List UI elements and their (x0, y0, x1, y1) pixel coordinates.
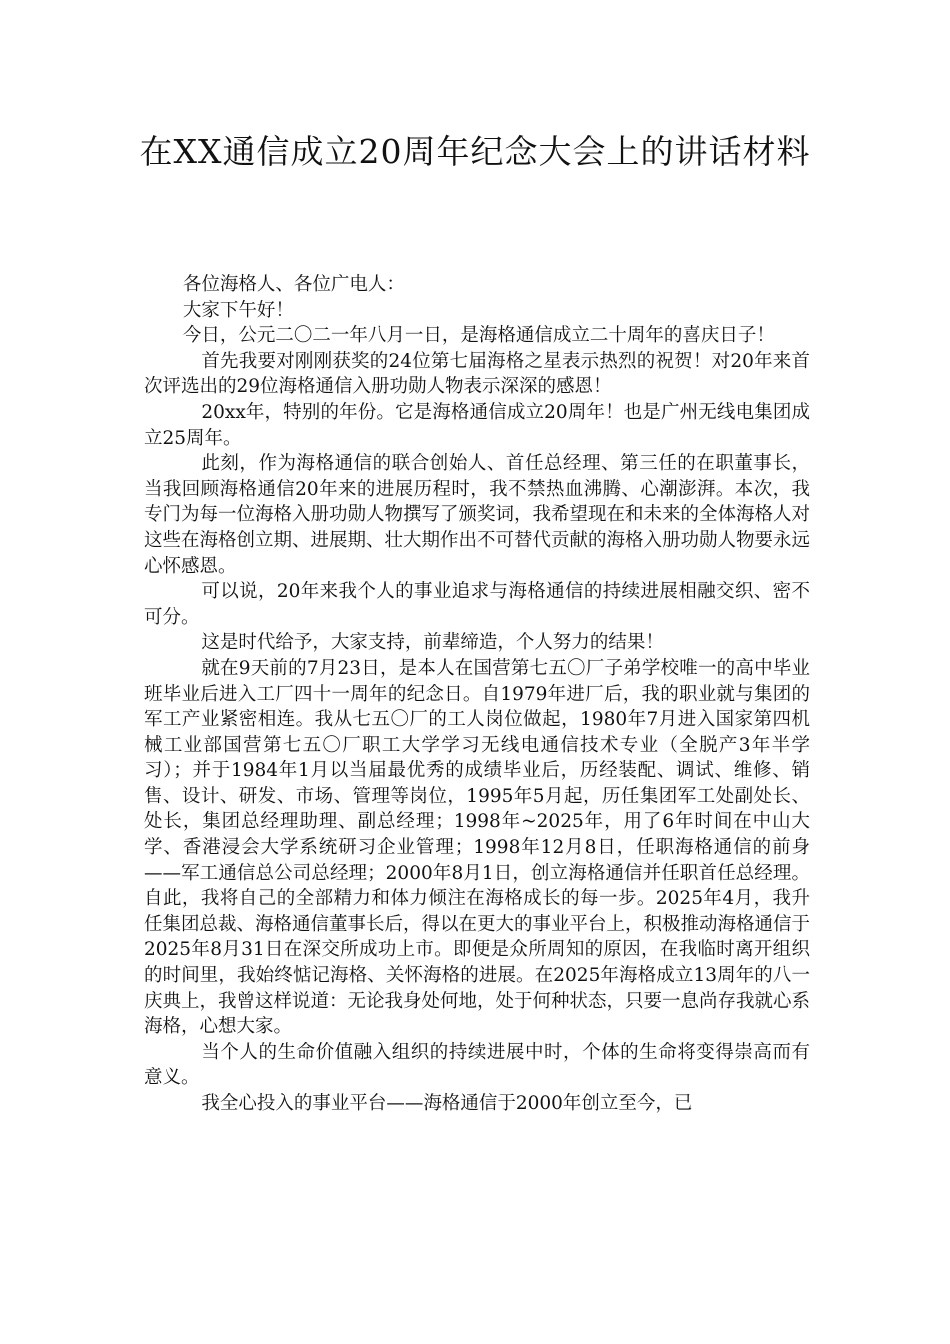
paragraph-4: 此刻，作为海格通信的联合创始人、首任总经理、第三任的在职董事长，当我回顾海格通信20年来的进展历程时，我不禁热血沸腾、心潮澎湃。本次，我专门为每一位海格入册功勋人物撰写了颁奖词，我希望现在和未来的全体海格人对这些在海格创立期、进展期、壮大期作出不可替代贡献的海格入册功勋人物要永远心怀感恩。 (144, 453, 811, 577)
paragraph-7: 就在9天前的7月23日，是本人在国营第七五〇厂子弟学校唯一的高中毕业班毕业后进入工厂四十一周年的纪念日。自1979年进厂后，我的职业就与集团的军工产业紧密相连。我从七五〇厂的工人岗位做起，1980年7月进入国家第四机械工业部国营第七五〇厂职工大学学习无线电通信技术专业（全脱产3年半学习）；并于1984年1月以当届最优秀的成绩毕业后，历经装配、调试、维修、销售、设计、研发、市场、管理等岗位，1995年5月起，历任集团军工处副处长、处长，集团总经理助理、副总经理；1998年~2025年，用了6年时间在中山大学、香港浸会大学系统研习企业管理；1998年12月8日，任职海格通信的前身——军工通信总公司总经理；2000年8月1日，创立海格通信并任职首任总经理。自此，我将自己的全部精力和体力倾注在海格成长的每一步。2025年4月，我升任集团总裁、海格通信董事长后，得以在更大的事业平台上，积极推动海格通信于2025年8月31日在深交所成功上市。即便是众所周知的原因，在我临时离开组织的时间里，我始终惦记海格、关怀海格的进展。在2025年海格成立13周年的八一庆典上，我曾这样说道：无论我身处何地，处于何种状态，只要一息尚存我就心系海格，心想大家。 (144, 657, 811, 1038)
paragraph-3: 20xx年，特别的年份。它是海格通信成立20周年！也是广州无线电集团成立25周年。 (144, 401, 810, 449)
document-body (144, 272, 810, 1117)
paragraph-2: 首先我要对刚刚获奖的24位第七届海格之星表示热烈的祝贺！对20年来首次评选出的29位海格通信入册功勋人物表示深深的感恩！ (144, 350, 810, 398)
paragraph-6: 这是时代给予，大家支持，前辈缔造，个人努力的结果！ (201, 632, 664, 654)
paragraph-1: 今日，公元二〇二一年八月一日，是海格通信成立二十周年的喜庆日子！ (182, 325, 775, 347)
greeting: 大家下午好！ (182, 299, 294, 321)
salutation: 各位海格人、各位广电人： (182, 274, 405, 295)
paragraph-9: 我全心投入的事业平台——海格通信于2000年创立至今，已 (201, 1093, 693, 1114)
paragraph-5: 可以说，20年来我个人的事业追求与海格通信的持续进展相融交织、密不可分。 (144, 581, 810, 628)
document-title: 在XX通信成立20周年纪念大会上的讲话材料 (139, 132, 811, 171)
paragraph-8: 当个人的生命价值融入组织的持续进展中时，个体的生命将变得崇高而有意义。 (144, 1041, 810, 1089)
